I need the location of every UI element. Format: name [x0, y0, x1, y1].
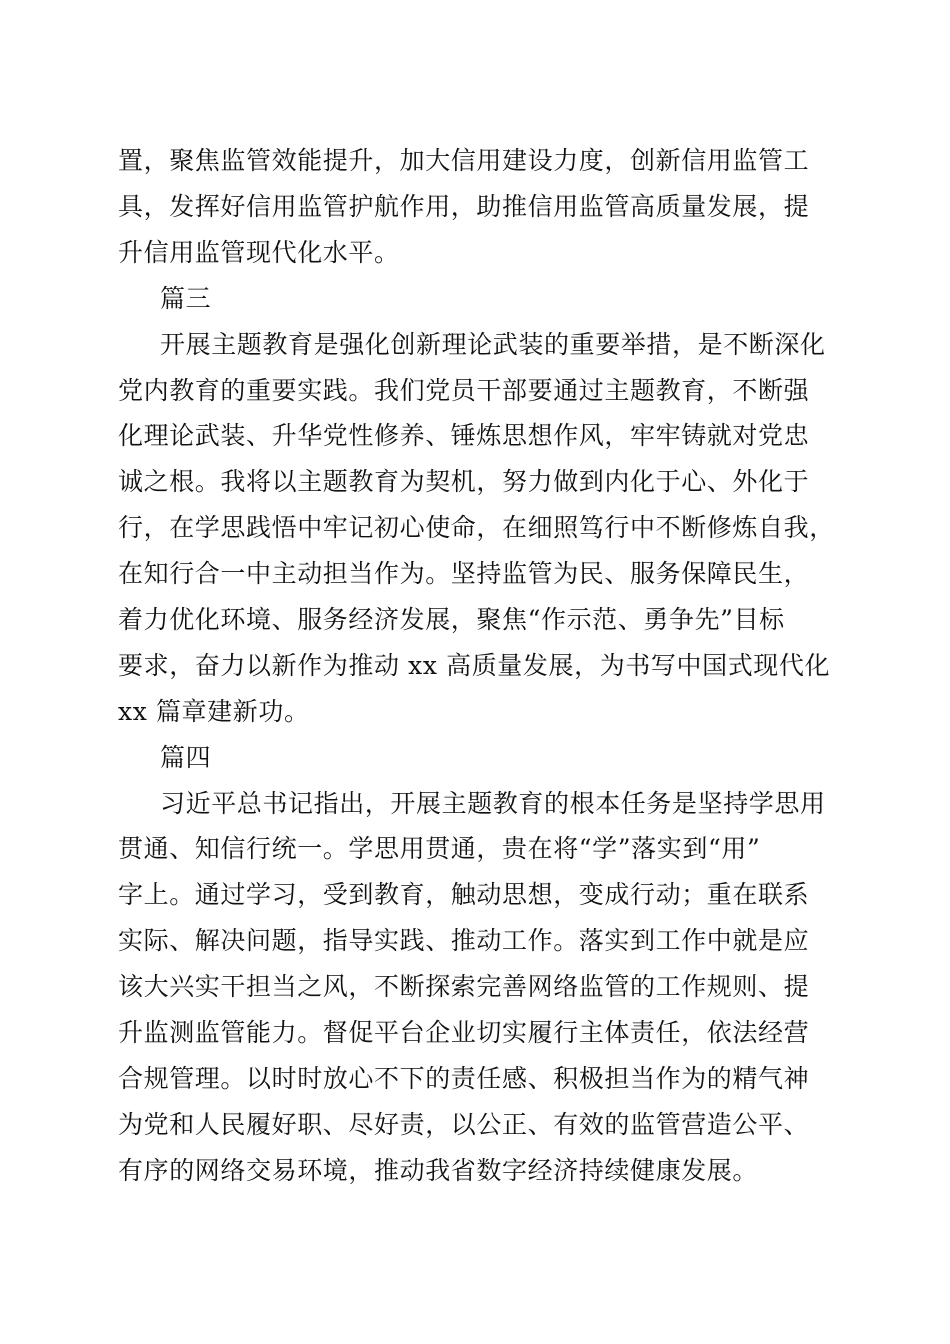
text-line: 贯通、知信行统一。学思用贯通，贵在将“学”落实到“用”: [118, 834, 761, 863]
text-line: 着力优化环境、服务经济发展，聚焦“作示范、勇争先”目标: [118, 605, 785, 634]
section-heading-4: 篇四: [160, 743, 212, 772]
text-line: 在知行合一中主动担当作为。坚持监管为民、服务保障民生，: [118, 559, 810, 588]
text-line: 置，聚焦监管效能提升，加大信用建设力度，创新信用监管工: [118, 146, 810, 175]
text-line: 合规管理。以时时放心不下的责任感、积极担当作为的精气神: [118, 1064, 810, 1093]
text-line: 升信用监管现代化水平。: [118, 238, 400, 267]
text-line: 行，在学思践悟中牢记初心使命，在细照笃行中不断修炼自我，: [118, 513, 835, 542]
text-line: 习近平总书记指出，开展主题教育的根本任务是坚持学思用: [160, 789, 826, 818]
text-line: 实际、解决问题，指导实践、推动工作。落实到工作中就是应: [118, 926, 810, 955]
text-line: 升监测监管能力。督促平台企业切实履行主体责任，依法经营: [118, 1018, 810, 1047]
text-line: 要求，奋力以新作为推动 xx 高质量发展，为书写中国式现代化: [118, 651, 831, 680]
text-line: 字上。通过学习，受到教育，触动思想，变成行动；重在联系: [118, 880, 810, 909]
text-line: 为党和人民履好职、尽好责，以公正、有效的监管营造公平、: [118, 1110, 810, 1139]
text-line: 开展主题教育是强化创新理论武装的重要举措，是不断深化: [160, 330, 826, 359]
text-line: xx 篇章建新功。: [118, 697, 310, 726]
text-line: 化理论武装、升华党性修养、锤炼思想作风，牢牢铸就对党忠: [118, 421, 810, 450]
text-line: 该大兴实干担当之风，不断探索完善网络监管的工作规则、提: [118, 972, 810, 1001]
text-line: 具，发挥好信用监管护航作用，助推信用监管高质量发展，提: [118, 192, 810, 221]
text-line: 党内教育的重要实践。我们党员干部要通过主题教育，不断强: [118, 376, 810, 405]
text-line: 诚之根。我将以主题教育为契机，努力做到内化于心、外化于: [118, 467, 810, 496]
section-heading-3: 篇三: [160, 284, 212, 313]
text-line: 有序的网络交易环境，推动我省数字经济持续健康发展。: [118, 1156, 759, 1185]
